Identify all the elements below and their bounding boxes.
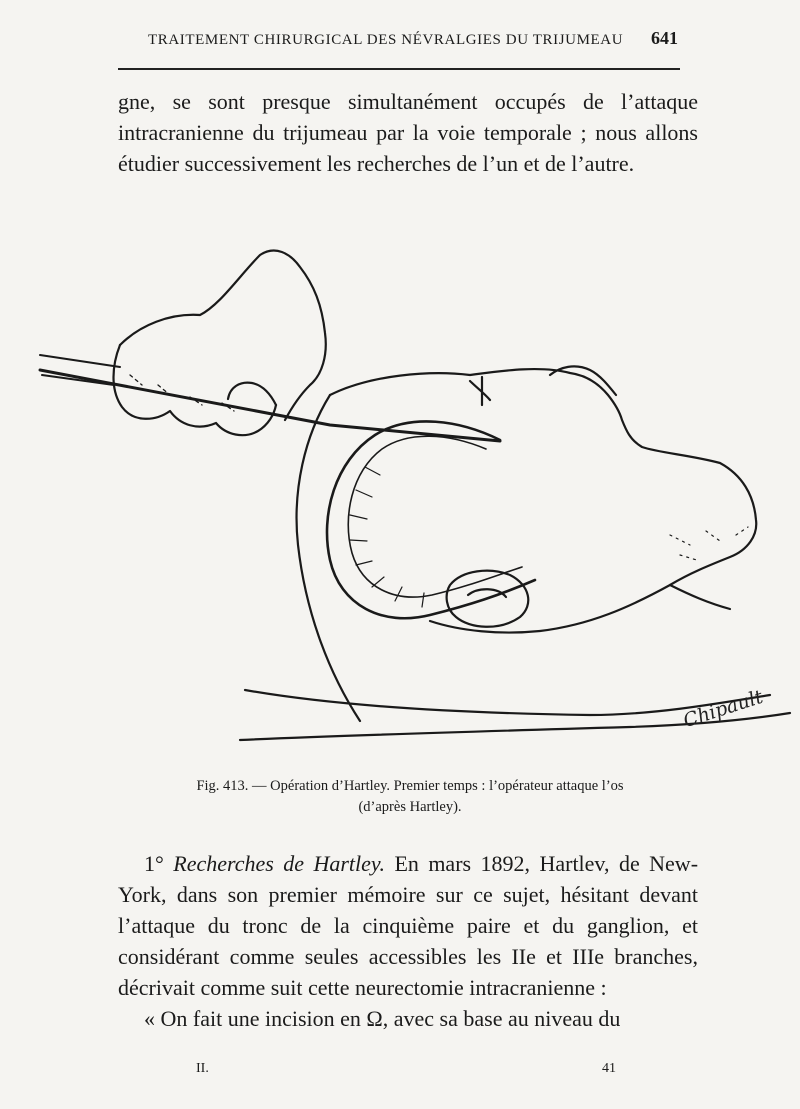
eye [470, 377, 490, 405]
head-hatching [670, 527, 748, 561]
illustration-svg [30, 235, 800, 775]
artist-signature: Chipault [680, 685, 766, 733]
surgical-illustration [30, 235, 800, 775]
section-text: En mars 1892, Hartlev, de New-York, dans son premier mémoire sur ce sujet, hésitant devant l’attaque du tronc de la cinquième paire et du ganglion, et considérant comme seules accessibles les IIe et IIIe branches, décrivait comme suit cette neurectomie intracranienne : [118, 851, 699, 1000]
incision-inner [348, 436, 522, 597]
sheet-number: 41 [602, 1061, 616, 1076]
section-heading: Recherches de Hartley. [173, 851, 385, 876]
header-rule [118, 68, 680, 70]
knuckles [130, 375, 234, 411]
signature-mark: II. [196, 1061, 209, 1076]
instrument [40, 370, 500, 441]
head-outline [330, 369, 756, 632]
figure-caption [120, 776, 700, 818]
page-number: 641 [651, 28, 678, 48]
running-title: TRAITEMENT CHIRURGICAL DES NÉVRALGIES DU TRIJUMEAU [148, 32, 624, 48]
section-paragraph [118, 848, 698, 1003]
incision-outer [327, 421, 535, 618]
intro-paragraph: gne, se sont presque simultanément occupés de l’attaque intracranienne du trijumeau par la voie temporale ; nous allons étudier successivement les recherches de l’un et de l’autre. [118, 89, 698, 176]
quote-line: « On fait une incision en Ω, avec sa base au niveau du [144, 1006, 621, 1031]
caption-line-1: Fig. 413. — Opération d’Hartley. Premier temps : l’opérateur attaque l’os [196, 778, 624, 794]
hand-outline [120, 251, 326, 420]
incision-hatch [350, 467, 424, 607]
thumb [228, 383, 276, 405]
chin-jaw [670, 585, 730, 609]
section-body [118, 848, 698, 1034]
page-footer [196, 1061, 616, 1077]
instrument-handle [40, 355, 120, 385]
caption-line-2: (d’après Hartley). [358, 799, 462, 815]
running-header [148, 28, 678, 49]
section-number: 1° [144, 851, 164, 876]
